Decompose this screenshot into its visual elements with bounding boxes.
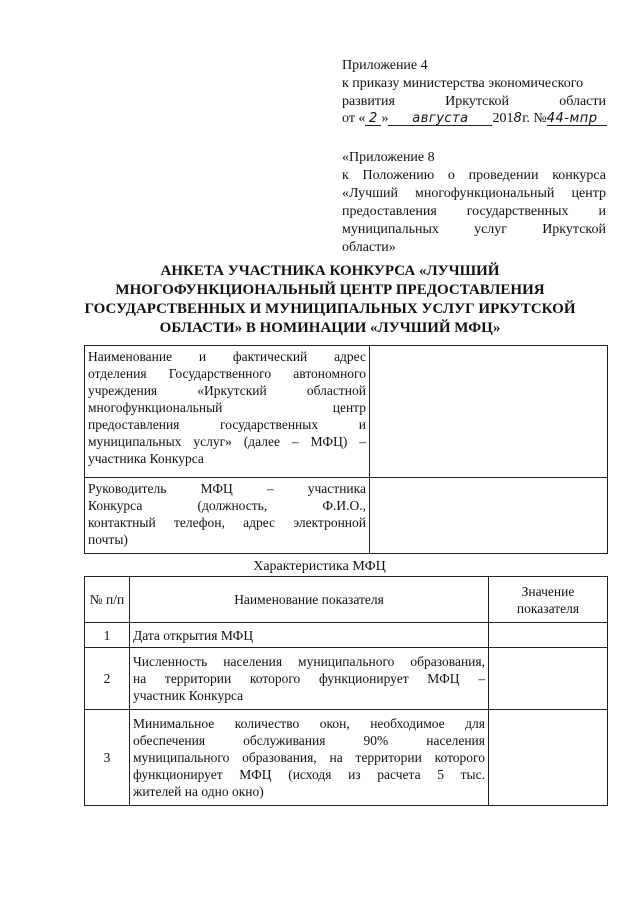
row-number: 1 xyxy=(85,623,130,648)
table-row xyxy=(85,648,608,710)
indicator-value xyxy=(489,648,608,710)
table-row xyxy=(85,623,608,648)
order-reference: к приказу министерства экономического xyxy=(342,76,584,91)
characteristics-caption: Характеристика МФЦ xyxy=(253,559,386,574)
handwritten-month: августа xyxy=(388,112,492,126)
order-ministry-line xyxy=(342,93,606,111)
row-number: 3 xyxy=(85,710,130,806)
appendix-line: к Положению о проведении конкурса xyxy=(342,168,606,183)
column-header-indicator-value: Значение показателя xyxy=(489,577,608,623)
handwritten-year-digit: 8 xyxy=(513,111,523,126)
table-row xyxy=(85,710,608,806)
indicator-value xyxy=(489,710,608,806)
table-row xyxy=(85,478,608,554)
table-row xyxy=(85,346,608,478)
indicator-value xyxy=(489,623,608,648)
characteristics-table xyxy=(84,576,608,806)
head-of-mfc-value xyxy=(370,478,608,554)
order-date-line: от « 2 » августа 2018г. №44-мпр xyxy=(342,110,632,128)
appendix-line: области» xyxy=(342,240,396,255)
appendix-block xyxy=(342,149,606,257)
appendix-line: предоставления государственных и xyxy=(342,204,606,219)
participant-info-table xyxy=(84,345,608,554)
appendix-title: «Приложение 8 xyxy=(342,150,435,165)
column-header-number: № п/п xyxy=(85,577,130,623)
appendix-line: «Лучший многофункциональный центр xyxy=(342,186,606,201)
participant-name-address-label: Наименование и фактический адрес отделения Государственного автономного учреждения «Иркутский областной многофункциональный центр предоставления государственных и муниципальных услуг» (далее – МФЦ) – участника Конкурса xyxy=(85,346,370,478)
participant-name-address-value xyxy=(370,346,608,478)
table-header-row xyxy=(85,577,608,623)
word-irkutsk: Иркутской xyxy=(445,94,509,109)
document-title: АНКЕТА УЧАСТНИКА КОНКУРСА «ЛУЧШИЙ МНОГОФУНКЦИОНАЛЬНЫЙ ЦЕНТР ПРЕДОСТАВЛЕНИЯ ГОСУДАРСТВЕННЫХ И МУНИЦИПАЛЬНЫХ УСЛУГ ИРКУТСКОЙ ОБЛАСТИ» В НОМИНАЦИИ «ЛУЧШИЙ МФЦ» xyxy=(84,263,576,336)
row-number: 2 xyxy=(85,648,130,710)
word-region: области xyxy=(559,94,606,109)
indicator-name: Минимальное количество окон, необходимое для обеспечения обслуживания 90% населения муниципального образования, на территории которого функционирует МФЦ (исходя из расчета 5 тыс. жителей на одно окно) xyxy=(130,710,489,806)
column-header-indicator-name: Наименование показателя xyxy=(130,577,489,623)
indicator-name: Дата открытия МФЦ xyxy=(130,623,489,648)
word-development: развития xyxy=(342,94,395,109)
handwritten-day: 2 xyxy=(365,112,381,126)
indicator-name: Численность населения муниципального образования, на территории которого функционирует МФЦ – участник Конкурса xyxy=(130,648,489,710)
head-of-mfc-label: Руководитель МФЦ – участника Конкурса (должность, Ф.И.О., контактный телефон, адрес электронной почты) xyxy=(85,478,370,554)
handwritten-order-number: 44-мпр xyxy=(547,112,607,126)
appendix-line: муниципальных услуг Иркутской xyxy=(342,222,606,237)
order-appendix-number: Приложение 4 xyxy=(342,58,428,73)
